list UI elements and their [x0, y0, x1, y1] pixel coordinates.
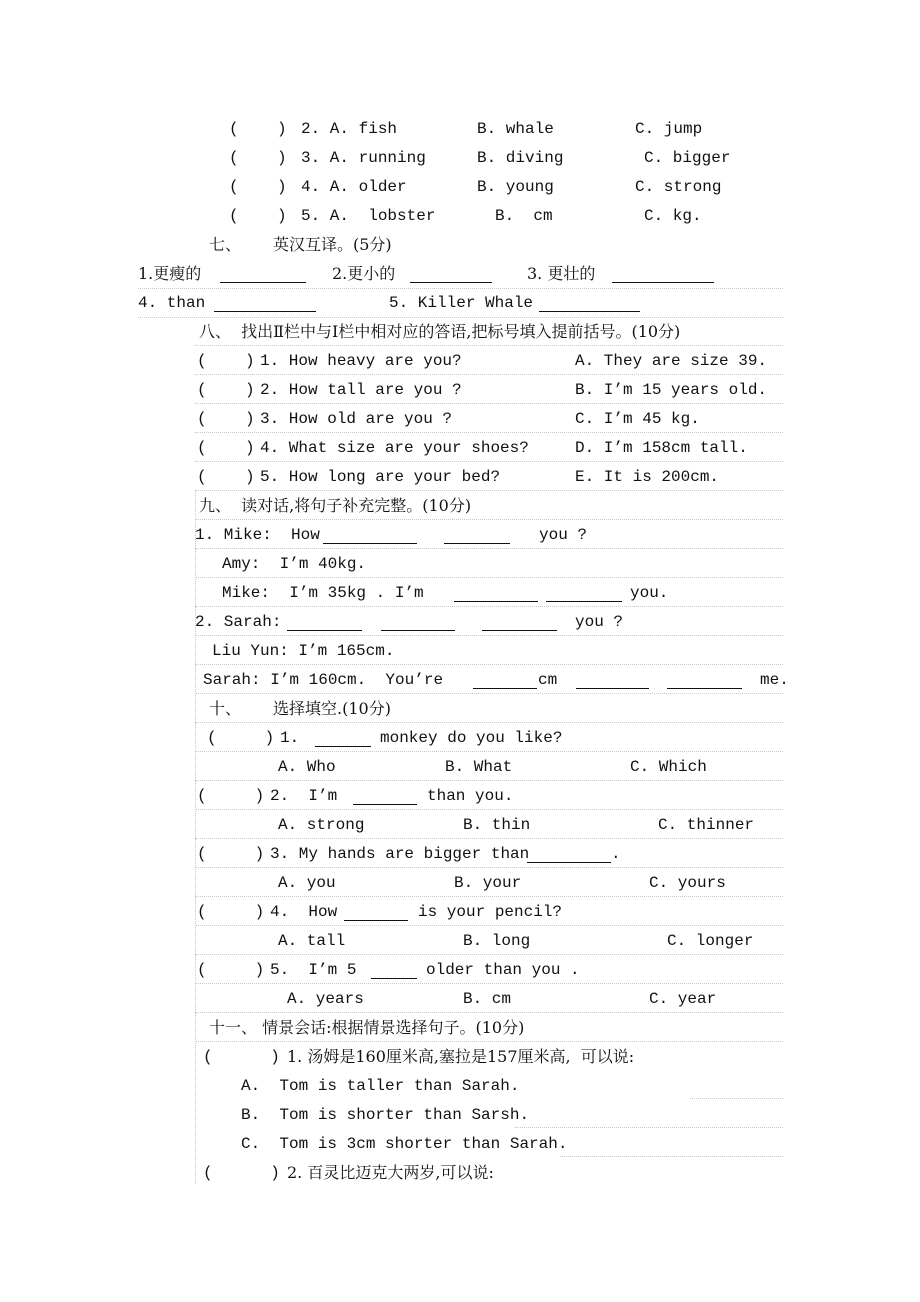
q8-answer-a: A. They are size 39. [575, 352, 768, 370]
q8-answer-d: D. I’m 158cm tall. [575, 439, 748, 457]
q6-item-5-c: C. kg. [644, 207, 702, 225]
q9-line-3: Mike: I’m 35kg . I’m [222, 584, 424, 602]
guide-line [195, 635, 783, 636]
q9-blank-6[interactable] [381, 630, 455, 631]
q9-blank-10[interactable] [667, 688, 742, 689]
q10-stem-2: 2. I’m [270, 787, 338, 805]
q8-question-1: 1. How heavy are you? [260, 352, 462, 370]
q10-option-1a: A. Who [278, 758, 336, 776]
q10-stem-3-end: . [611, 845, 621, 863]
q9-blank-5[interactable] [287, 630, 362, 631]
guide-line [195, 490, 783, 491]
q6-item-3: 3. A. running [301, 149, 426, 167]
q9-blank-3[interactable] [454, 601, 538, 602]
q10-option-3c: C. yours [649, 874, 726, 892]
guide-line [195, 345, 783, 346]
q10-blank-1[interactable] [315, 746, 371, 747]
q10-paren-3[interactable]: ( ) [197, 845, 265, 863]
guide-line [690, 1098, 783, 1099]
q6-item-3-b: B. diving [477, 149, 564, 167]
guide-line [195, 751, 783, 752]
q6-item-3-c: C. bigger [644, 149, 731, 167]
q10-option-4c: C. longer [667, 932, 754, 950]
q9-line-5: Liu Yun: I’m 165cm. [212, 642, 395, 660]
q6-paren-2[interactable]: ( ) [229, 120, 287, 138]
q8-paren-2[interactable]: ( ) [197, 381, 255, 399]
q10-option-4b: B. long [463, 932, 531, 950]
guide-line [195, 809, 783, 810]
q9-line-6-end: me. [760, 671, 789, 689]
q6-paren-3[interactable]: ( ) [229, 149, 287, 167]
guide-line [195, 432, 783, 433]
guide-line [195, 896, 783, 897]
q10-stem-1-end: monkey do you like? [380, 729, 563, 747]
q11-option-c: C. Tom is 3cm shorter than Sarah. [241, 1135, 568, 1153]
q7-item-4: 4. than [138, 294, 206, 312]
q9-blank-2[interactable] [444, 543, 510, 544]
guide-vline [195, 490, 196, 1184]
q9-line-3-end: you. [630, 584, 669, 602]
q11-option-a: A. Tom is taller than Sarah. [241, 1077, 520, 1095]
q10-paren-2[interactable]: ( ) [197, 787, 265, 805]
guide-line [515, 1127, 783, 1128]
q6-paren-4[interactable]: ( ) [229, 178, 287, 196]
q10-stem-2-end: than you. [427, 787, 514, 805]
q9-line-2: Amy: I’m 40kg. [222, 555, 367, 573]
guide-line [195, 577, 783, 578]
q8-answer-b: B. I’m 15 years old. [575, 381, 768, 399]
q11-question-1: 1. 汤姆是160厘米高,塞拉是157厘米高, 可以说: [287, 1047, 635, 1066]
q10-option-3b: B. your [454, 874, 522, 892]
q9-blank-4[interactable] [546, 601, 622, 602]
q10-paren-4[interactable]: ( ) [197, 903, 265, 921]
q8-answer-c: C. I’m 45 kg. [575, 410, 700, 428]
q8-question-5: 5. How long are your bed? [260, 468, 501, 486]
q8-question-3: 3. How old are you ? [260, 410, 453, 428]
guide-line [195, 519, 783, 520]
q11-paren-2[interactable]: ( ) [203, 1164, 280, 1182]
q6-item-2-b: B. whale [477, 120, 554, 138]
q6-item-2-c: C. jump [635, 120, 703, 138]
guide-line [195, 374, 783, 375]
q8-paren-5[interactable]: ( ) [197, 468, 255, 486]
q8-paren-1[interactable]: ( ) [197, 352, 255, 370]
q11-heading: 十一、 情景会话:根据情景选择句子。(10分) [209, 1018, 525, 1037]
q6-item-2: 2. A. fish [301, 120, 398, 138]
guide-line [195, 461, 783, 462]
q10-stem-4-end: is your pencil? [418, 903, 563, 921]
q7-blank-3[interactable] [612, 282, 714, 283]
q8-answer-e: E. It is 200cm. [575, 468, 720, 486]
q11-paren-1[interactable]: ( ) [203, 1048, 280, 1066]
guide-line [195, 925, 783, 926]
q9-line-1: 1. Mike: How [195, 526, 320, 544]
q7-blank-5[interactable] [539, 311, 640, 312]
q9-blank-8[interactable] [473, 688, 537, 689]
q10-stem-3: 3. My hands are bigger than [270, 845, 530, 863]
q8-heading: 八、 找出Ⅱ栏中与Ⅰ栏中相对应的答语,把标号填入提前括号。(10分) [199, 322, 681, 341]
q10-option-1c: C. Which [630, 758, 707, 776]
guide-line [195, 722, 783, 723]
q10-heading: 选择填空.(10分) [273, 699, 391, 718]
q9-blank-7[interactable] [482, 630, 557, 631]
q10-option-5a: A. years [287, 990, 364, 1008]
q10-blank-2[interactable] [353, 804, 417, 805]
q6-item-5: 5. A. lobster [301, 207, 436, 225]
q11-option-b: B. Tom is shorter than Sarsh. [241, 1106, 530, 1124]
q10-stem-5-end: older than you . [426, 961, 580, 979]
q9-line-1-end: you ? [539, 526, 588, 544]
q10-stem-4: 4. How [270, 903, 338, 921]
q10-stem-5: 5. I’m 5 [270, 961, 357, 979]
guide-line [195, 1012, 783, 1013]
q10-option-5c: C. year [649, 990, 717, 1008]
guide-line [195, 780, 783, 781]
guide-line [195, 693, 783, 694]
q10-blank-4[interactable] [344, 920, 408, 921]
guide-line [195, 838, 783, 839]
q10-option-2c: C. thinner [658, 816, 755, 834]
q7-item-2: 2.更小的 [332, 264, 396, 283]
guide-line [138, 288, 783, 289]
guide-line [195, 606, 783, 607]
guide-line [195, 403, 783, 404]
q7-item-1: 1.更瘦的 [138, 264, 202, 283]
q9-blank-1[interactable] [323, 543, 417, 544]
q10-heading-num: 十、 [209, 699, 242, 718]
q10-option-1b: B. What [445, 758, 513, 776]
q10-option-2b: B. thin [463, 816, 531, 834]
q8-paren-3[interactable]: ( ) [197, 410, 255, 428]
q8-question-2: 2. How tall are you ? [260, 381, 462, 399]
guide-line [195, 867, 783, 868]
q10-stem-1: 1. [280, 729, 300, 747]
guide-line [195, 548, 783, 549]
q8-question-4: 4. What size are your shoes? [260, 439, 529, 457]
q6-item-5-b: B. cm [495, 207, 553, 225]
q9-line-4: 2. Sarah: [195, 613, 282, 631]
guide-line [195, 983, 783, 984]
q9-line-6: Sarah: I’m 160cm. You’re [203, 671, 444, 689]
q10-paren-5[interactable]: ( ) [197, 961, 265, 979]
guide-line [195, 954, 783, 955]
q6-item-4: 4. A. older [301, 178, 407, 196]
q7-blank-2[interactable] [410, 282, 492, 283]
q6-paren-5[interactable]: ( ) [229, 207, 287, 225]
q10-paren-1[interactable]: ( ) [207, 729, 275, 747]
q7-heading-num: 七、 [209, 235, 242, 254]
q6-item-4-c: C. strong [635, 178, 722, 196]
q10-option-3a: A. you [278, 874, 336, 892]
guide-line [138, 317, 783, 318]
guide-line [195, 664, 783, 665]
q10-blank-5[interactable] [371, 978, 417, 979]
q10-blank-3[interactable] [527, 862, 611, 863]
q8-paren-4[interactable]: ( ) [197, 439, 255, 457]
q10-option-2a: A. strong [278, 816, 365, 834]
q6-item-4-b: B. young [477, 178, 554, 196]
guide-line [195, 1041, 783, 1042]
q7-heading: 英汉互译。(5分) [273, 235, 392, 254]
q7-item-3: 3. 更壮的 [527, 264, 596, 283]
q9-line-6-cm: cm [538, 671, 558, 689]
q10-option-5b: B. cm [463, 990, 512, 1008]
q9-line-4-end: you ? [575, 613, 624, 631]
q7-blank-4[interactable] [214, 311, 316, 312]
q9-blank-9[interactable] [576, 688, 649, 689]
guide-line [560, 1156, 783, 1157]
q9-heading: 九、 读对话,将句子补充完整。(10分) [199, 496, 472, 515]
q7-item-5: 5. Killer Whale [389, 294, 534, 312]
q7-blank-1[interactable] [220, 282, 306, 283]
q11-question-2: 2. 百灵比迈克大两岁,可以说: [287, 1163, 494, 1182]
q10-option-4a: A. tall [278, 932, 346, 950]
